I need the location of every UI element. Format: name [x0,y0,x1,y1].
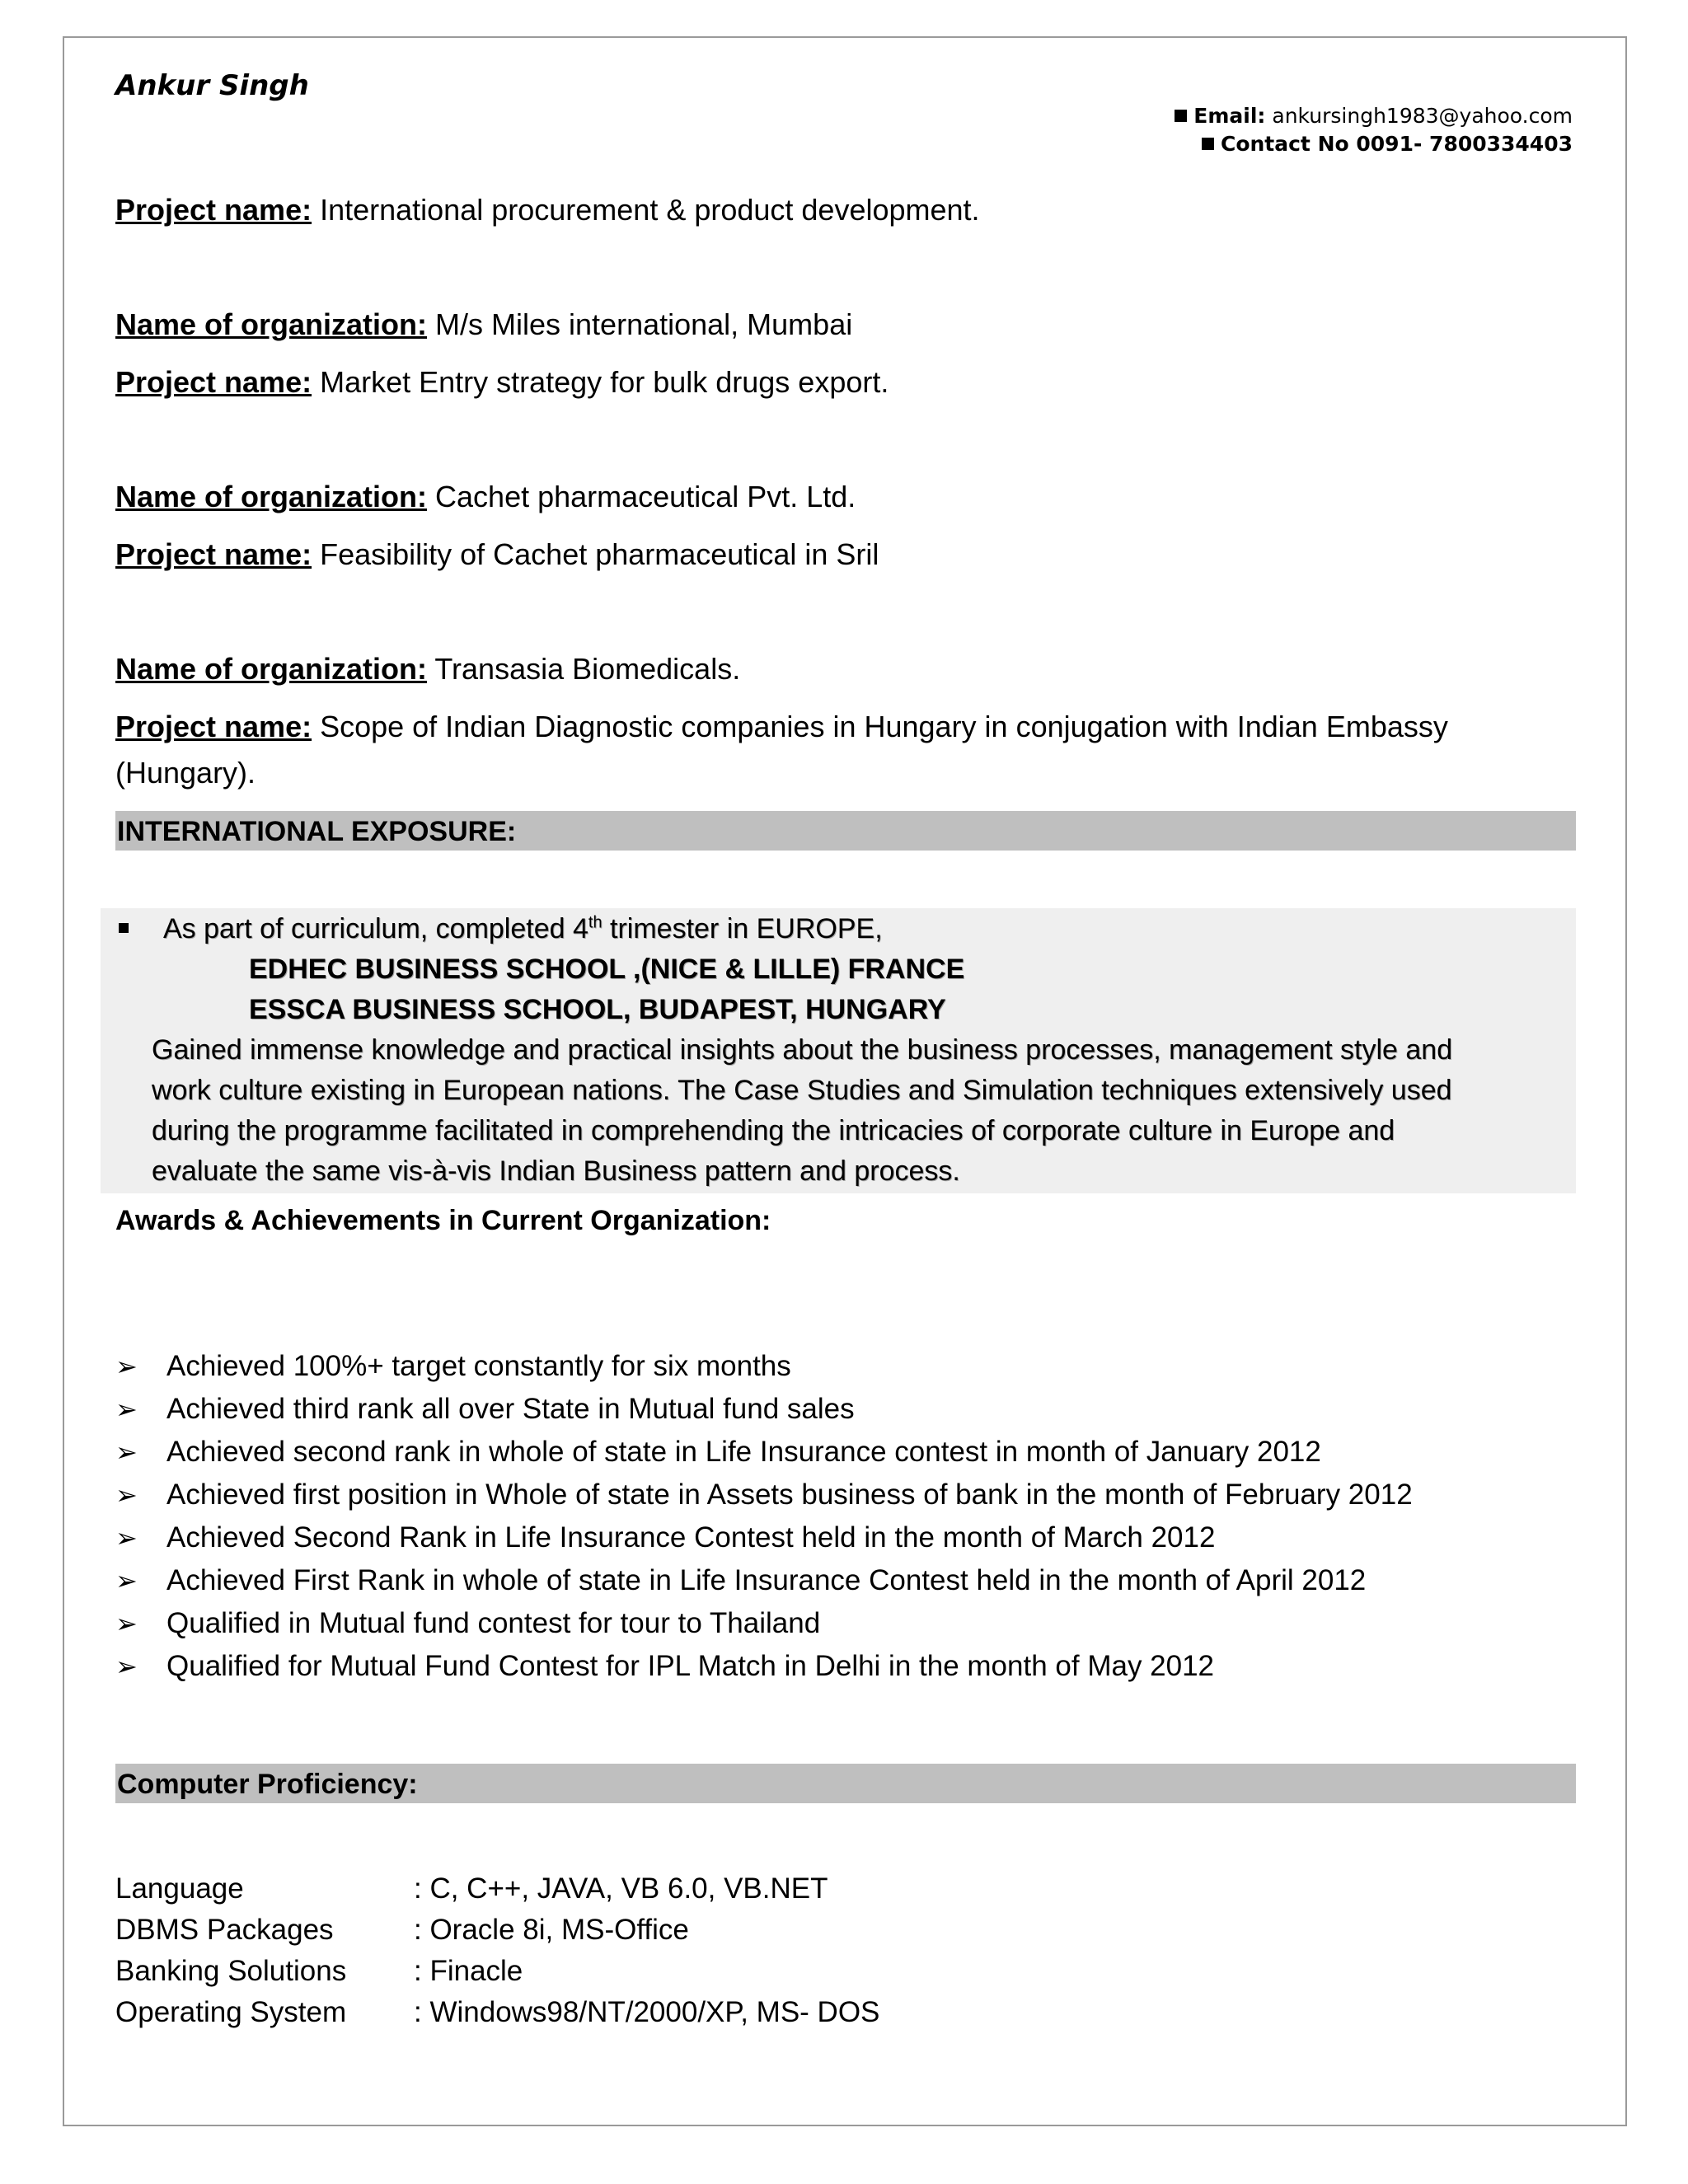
organization-line-1 [115,307,852,342]
award-text: Qualified in Mutual fund contest for tour to Thailand [166,1607,821,1639]
organization-line-2 [115,480,856,514]
proficiency-key: Banking Solutions [115,1955,347,1987]
curriculum-text-end: trimester in EUROPE, [602,913,883,944]
contact-line [1202,132,1573,156]
list-item [115,1474,1413,1516]
email-label: Email: [1193,104,1266,128]
field-label: Name of organization: [115,652,428,686]
list-item [115,1559,1413,1602]
award-text: Qualified for Mutual Fund Contest for IPL Match in Delhi in the month of May 2012 [166,1650,1215,1682]
international-exposure-heading [115,811,1576,851]
awards-list [115,1345,1413,1688]
arrow-bullet-icon: ➢ [115,1394,138,1424]
arrow-bullet-icon: ➢ [115,1352,138,1381]
proficiency-value: : Oracle 8i, MS-Office [414,1914,689,1946]
list-item [115,1645,1413,1688]
exposure-paragraph-line: during the programme facilitated in comprehending the intricacies of corporate culture in Europe and [152,1115,1395,1146]
award-text: Achieved Second Rank in Life Insurance Contest held in the month of March 2012 [166,1521,1216,1554]
ordinal-suffix: th [588,913,603,932]
field-label: Project name: [115,193,312,227]
computer-proficiency-heading [115,1764,1576,1803]
field-label: Project name: [115,365,312,399]
field-value: Cachet pharmaceutical Pvt. Ltd. [427,480,856,513]
email-value: ankursingh1983@yahoo.com [1272,104,1573,128]
list-item [115,1602,1413,1645]
arrow-bullet-icon: ➢ [115,1566,138,1596]
proficiency-row [115,1996,879,2029]
exposure-paragraph-line: Gained immense knowledge and practical insights about the business processes, management style and [152,1034,1453,1066]
field-value: Feasibility of Cachet pharmaceutical in Sril [312,537,879,571]
arrow-bullet-icon: ➢ [115,1480,138,1510]
list-item [115,1431,1413,1474]
field-value: Transasia Biomedicals. [427,652,741,686]
proficiency-row [115,1955,523,1988]
award-text: Achieved second rank in whole of state in Life Insurance contest in month of January 2012 [166,1436,1321,1468]
school-essca: ESSCA BUSINESS SCHOOL, BUDAPEST, HUNGARY [249,994,946,1025]
proficiency-key: Operating System [115,1996,347,2028]
list-item [115,1345,1413,1388]
project-line-4 [115,710,1448,744]
arrow-bullet-icon: ➢ [115,1437,138,1467]
project-line-2 [115,365,889,400]
field-label: Project name: [115,537,312,571]
proficiency-value: : C, C++, JAVA, VB 6.0, VB.NET [414,1872,828,1905]
field-label: Project name: [115,710,312,743]
arrow-bullet-icon: ➢ [115,1652,138,1681]
project-line-4-continued: (Hungary). [115,756,256,790]
international-exposure-box [101,908,1576,1193]
award-text: Achieved third rank all over State in Mutual fund sales [166,1393,855,1425]
award-text: Achieved 100%+ target constantly for six months [166,1350,791,1382]
square-bullet-icon [119,923,129,933]
list-item [115,1388,1413,1431]
organization-line-3 [115,652,740,687]
proficiency-value: : Windows98/NT/2000/XP, MS- DOS [414,1996,880,2028]
section-heading: Computer Proficiency: [117,1769,418,1800]
proficiency-row [115,1872,828,1905]
proficiency-key: Language [115,1872,244,1905]
project-line-3 [115,537,879,572]
field-label: Name of organization: [115,307,428,341]
exposure-paragraph-line: work culture existing in European nations. The Case Studies and Simulation techniques extensively used [152,1075,1452,1106]
field-label: Name of organization: [115,480,428,513]
arrow-bullet-icon: ➢ [115,1609,138,1638]
square-bullet-icon [1202,138,1214,150]
curriculum-line [163,913,883,945]
proficiency-value: : Finacle [414,1955,523,1987]
email-line [1175,104,1573,128]
candidate-name: Ankur Singh [115,69,309,102]
section-heading: INTERNATIONAL EXPOSURE: [117,816,517,847]
awards-title: Awards & Achievements in Current Organization: [115,1205,771,1236]
award-text: Achieved First Rank in whole of state in Life Insurance Contest held in the month of April 2012 [166,1564,1367,1596]
square-bullet-icon [1175,110,1187,122]
proficiency-key: DBMS Packages [115,1914,334,1946]
field-value: International procurement & product development. [312,193,980,227]
proficiency-row [115,1914,689,1947]
list-item [115,1516,1413,1559]
curriculum-text: As part of curriculum, completed 4 [163,913,588,944]
school-edhec: EDHEC BUSINESS SCHOOL ,(NICE & LILLE) FRANCE [249,954,965,985]
field-value: Market Entry strategy for bulk drugs export. [312,365,889,399]
arrow-bullet-icon: ➢ [115,1523,138,1553]
project-line-1 [115,193,980,227]
contact-number: Contact No 0091- 7800334403 [1220,132,1573,156]
exposure-paragraph-line: evaluate the same vis-à-vis Indian Business pattern and process. [152,1155,960,1187]
award-text: Achieved first position in Whole of state in Assets business of bank in the month of February 2012 [166,1479,1413,1511]
field-value: M/s Miles international, Mumbai [427,307,853,341]
field-value: Scope of Indian Diagnostic companies in Hungary in conjugation with Indian Embassy [312,710,1448,743]
